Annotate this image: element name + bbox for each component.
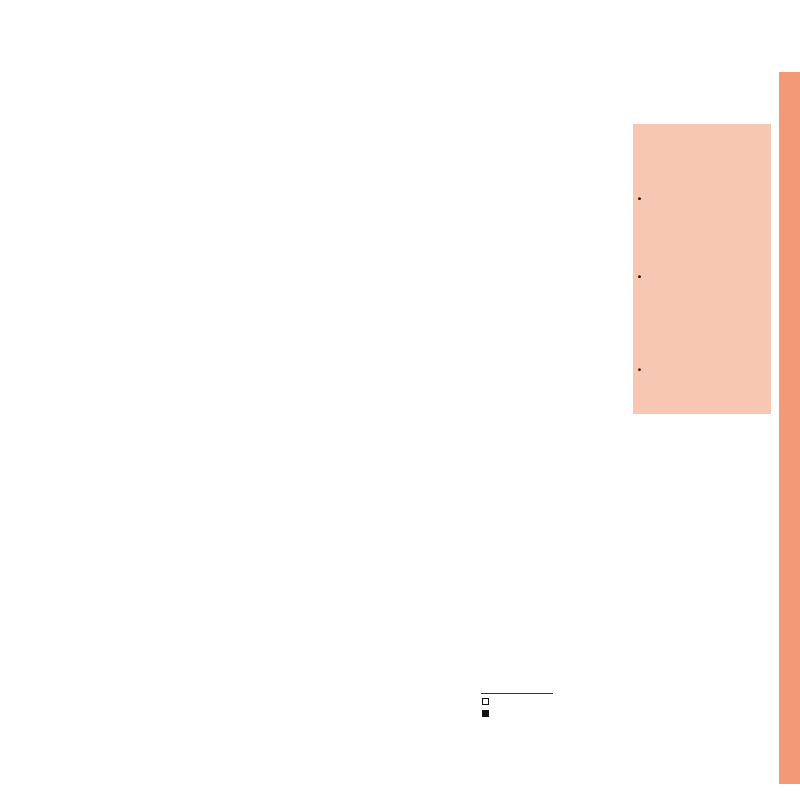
legend-item-empty <box>482 698 493 705</box>
filled-square-icon <box>482 710 489 717</box>
empty-square-icon <box>482 698 489 705</box>
legend-item-full <box>482 710 493 717</box>
legend-divider <box>481 693 553 694</box>
materials-panel <box>633 124 771 414</box>
